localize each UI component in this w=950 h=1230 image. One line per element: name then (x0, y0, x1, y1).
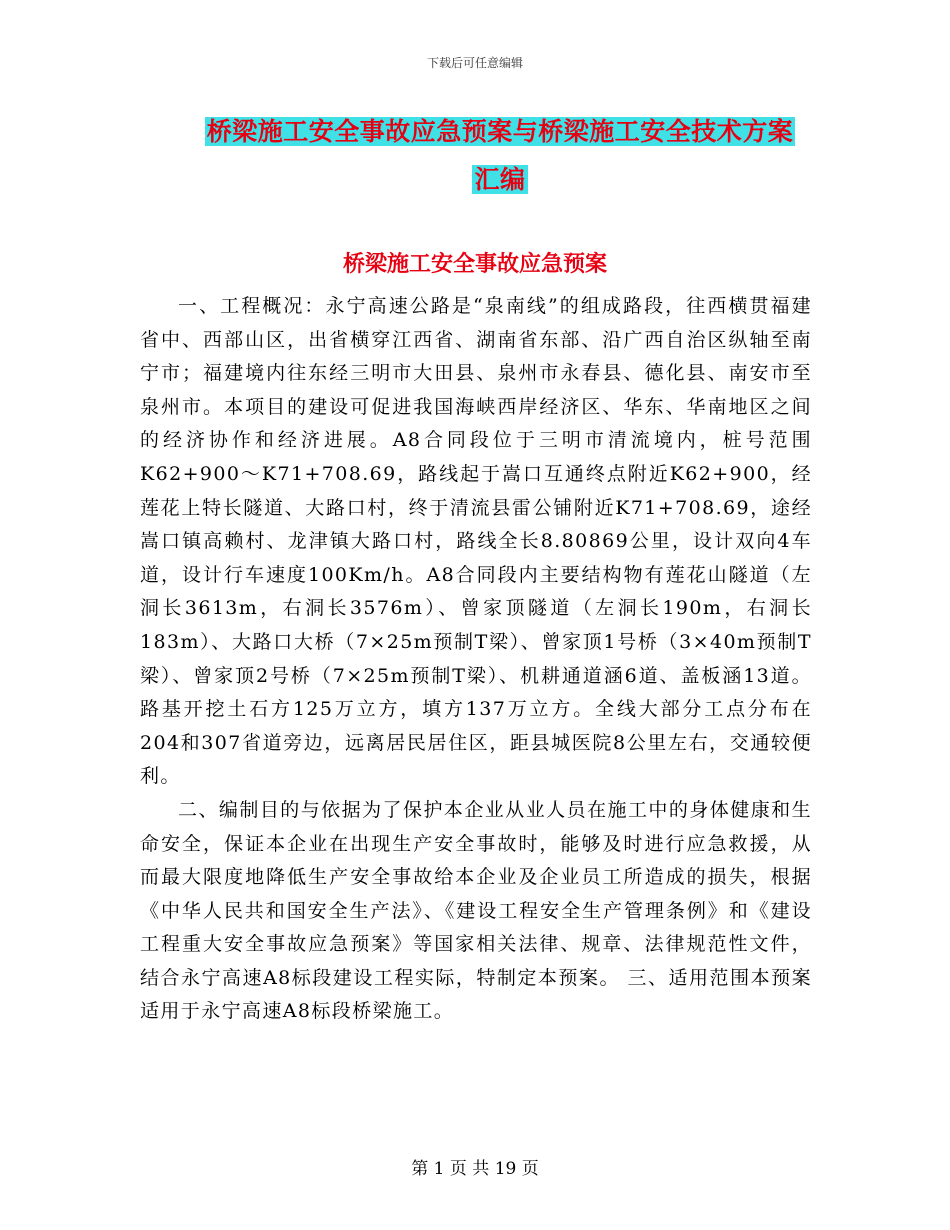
document-title (140, 108, 860, 204)
paragraph-project-overview: 一、工程概况：永宁高速公路是“泉南线”的组成路段，往西横贯福建省中、西部山区，出省横穿江西省、湖南省东部、沿广西自治区纵轴至南宁市；福建境内往东经三明市大田县、泉州市永春县、德化县、南安市至泉州市。本项目的建设可促进我国海峡西岸经济区、华东、华南地区之间的经济协作和经济进展。A8合同段位于三明市清流境内，桩号范围K62+900～K71+708.69，路线起于嵩口互通终点附近K62+900，经莲花上特长隧道、大路口村，终于清流县雷公铺附近K71+708.69，途经嵩口镇高赖村、龙津镇大路口村，路线全长8.80869公里，设计双向4车道，设计行车速度100Km/h。A8合同段内主要结构物有莲花山隧道（左洞长3613m，右洞长3576m）、曾家顶隧道（左洞长190m，右洞长183m）、大路口大桥（7×25m预制T梁）、曾家顶1号桥（3×40m预制T梁）、曾家顶2号桥（7×25m预制T梁）、机耕通道涵6道、盖板涵13道。路基开挖土石方125万立方，填方137万立方。全线大部分工点分布在204和307省道旁边，远离居民居住区，距县城医院8公里左右，交通较便利。 (140, 295, 812, 788)
section-title: 桥梁施工安全事故应急预案 (342, 251, 607, 277)
document-body (140, 290, 812, 1029)
document-title-line2: 汇编 (474, 165, 526, 194)
document-title-line1: 桥梁施工安全事故应急预案与桥梁施工安全技术方案 (206, 117, 794, 146)
header-note: 下载后可任意编辑 (426, 56, 523, 70)
page-number-footer: 第 1 页 共 19 页 (411, 1159, 539, 1179)
paragraph-purpose-basis: 二、编制目的与依据为了保护本企业从业人员在施工中的身体健康和生命安全，保证本企业在出现生产安全事故时，能够及时进行应急救援，从而最大限度地降低生产安全事故给本企业及企业员工所造成的损失，根据《中华人民共和国安全生产法》、《建设工程安全生产管理条例》和《建设工程重大安全事故应急预案》等国家相关法律、规章、法律规范性文件，结合永宁高速A8标段建设工程实际，特制定本预案。 三、适用范围本预案适用于永宁高速A8标段桥梁施工。 (140, 798, 812, 1023)
